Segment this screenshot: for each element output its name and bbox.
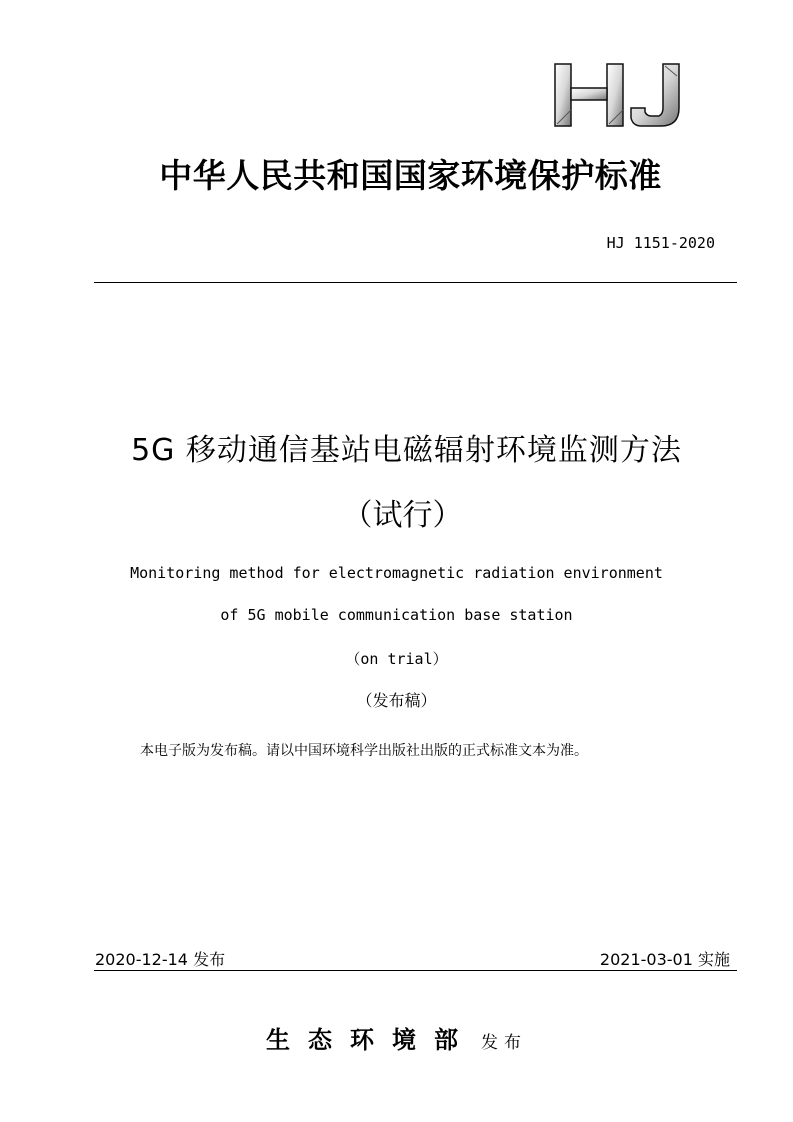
hj-logo-icon bbox=[545, 56, 705, 136]
title-english-line2: of 5G mobile communication base station bbox=[220, 606, 573, 624]
top-divider bbox=[94, 282, 737, 283]
organization-title: 中华人民共和国国家环境保护标准 bbox=[159, 156, 662, 195]
standard-code: HJ 1151-2020 bbox=[606, 234, 715, 252]
bottom-divider bbox=[94, 970, 737, 971]
hj-logo bbox=[545, 56, 705, 136]
title-chinese: 5G 移动通信基站电磁辐射环境监测方法 bbox=[131, 433, 682, 468]
implementation-date: 2021-03-01 实施 bbox=[599, 950, 730, 969]
notice-text: 本电子版为发布稿。请以中国环境科学出版社出版的正式标准文本为准。 bbox=[140, 743, 588, 759]
title-chinese-trial: （试行） bbox=[342, 498, 463, 533]
issuer-name: 生态环境部 bbox=[265, 1025, 476, 1054]
issuer bbox=[0, 1020, 793, 1055]
title-english-trial: （on trial） bbox=[345, 650, 448, 668]
release-date: 2020-12-14 发布 bbox=[95, 950, 226, 969]
draft-label: （发布稿） bbox=[356, 691, 437, 710]
title-english-line1: Monitoring method for electromagnetic radiation environment bbox=[130, 564, 663, 582]
issuer-suffix: 发布 bbox=[481, 1033, 528, 1053]
